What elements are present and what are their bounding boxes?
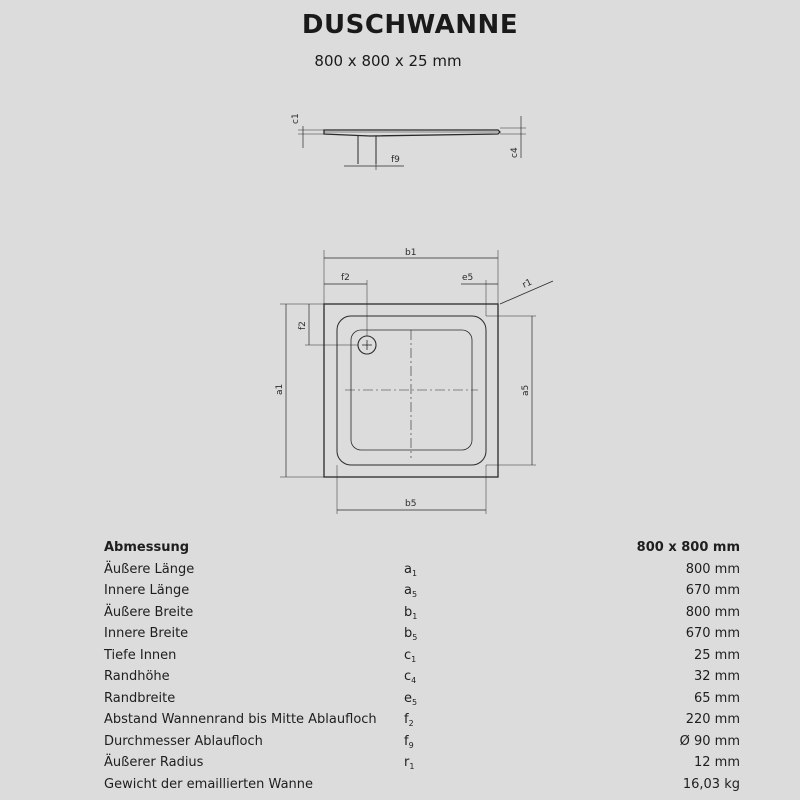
row-value: 32 mm (693, 669, 740, 684)
table-row (104, 645, 740, 667)
tray-inner-basin (337, 316, 486, 465)
tray-profile (324, 130, 500, 136)
e5-label: e5 (462, 273, 474, 283)
a1-label: a1 (275, 383, 285, 395)
table-header-row (104, 537, 740, 559)
side-view (298, 116, 526, 170)
row-symbol-letter: e (404, 690, 412, 706)
row-name: Äußere Breite (104, 604, 194, 620)
row-name: Innere Breite (104, 626, 189, 641)
top-view (280, 250, 553, 514)
row-name: Randhöhe (104, 669, 170, 684)
c4-label: c4 (510, 147, 520, 158)
row-value: 25 mm (693, 647, 740, 663)
row-name: Abstand Wannenrand bis Mitte Ablaufloch (104, 712, 377, 727)
table-row (104, 752, 740, 774)
dimensions-table (104, 537, 740, 795)
row-symbol-letter: f (404, 712, 409, 727)
row-name: Innere Länge (104, 583, 190, 598)
row-symbol-subscript: 4 (411, 676, 417, 685)
row-symbol-subscript: 5 (412, 697, 418, 707)
row-name: Äußerer Radius (104, 755, 204, 770)
table-row (104, 580, 740, 602)
row-symbol-subscript: 1 (411, 654, 417, 664)
b5-label: b5 (405, 499, 417, 509)
r1-label: r1 (521, 277, 534, 291)
row-symbol-letter: f (404, 733, 409, 749)
page-subtitle: 800 x 800 x 25 mm (314, 52, 462, 70)
row-name: Äußere Länge (104, 561, 195, 577)
row-value: 800 mm (685, 561, 740, 577)
table-row (104, 774, 740, 796)
f2-left-label: f2 (298, 321, 308, 330)
f9-label: f9 (391, 155, 400, 165)
row-name: Randbreite (104, 690, 176, 706)
row-name: Gewicht der emaillierten Wanne (104, 776, 314, 792)
row-value: 220 mm (685, 712, 740, 727)
header-value: 800 x 800 mm (636, 540, 740, 555)
row-name: Durchmesser Ablaufloch (104, 733, 263, 749)
table-row (104, 623, 740, 645)
row-symbol-letter: b (404, 626, 413, 641)
row-value: 12 mm (693, 755, 740, 770)
row-symbol-letter: b (404, 604, 413, 620)
row-symbol-subscript: 5 (411, 590, 418, 599)
table-row (104, 602, 740, 624)
table-row (104, 688, 740, 710)
a5-label: a5 (521, 384, 531, 396)
row-symbol-letter: a (404, 561, 412, 577)
table-row (104, 559, 740, 581)
table-row (104, 666, 740, 688)
table-row (104, 731, 740, 753)
row-symbol-subscript: 1 (411, 568, 418, 578)
row-value: 16,03 kg (682, 776, 740, 792)
row-value: 800 mm (685, 604, 740, 620)
b1-label: b1 (405, 248, 417, 258)
row-symbol-subscript: 2 (408, 719, 414, 728)
row-symbol-letter: c (404, 647, 412, 663)
table-row (104, 709, 740, 731)
row-symbol-subscript: 5 (412, 633, 418, 642)
page-title: DUSCHWANNE (301, 10, 519, 40)
row-symbol-subscript: 1 (409, 762, 415, 771)
row-symbol-subscript: 1 (412, 611, 418, 621)
row-value: 670 mm (685, 626, 740, 641)
row-symbol-letter: r (404, 755, 410, 770)
row-symbol-letter: a (404, 583, 412, 598)
row-value: 65 mm (693, 690, 740, 706)
row-name: Tiefe Innen (104, 647, 177, 663)
row-symbol-subscript: 9 (408, 740, 414, 750)
c1-label: c1 (291, 113, 301, 124)
header-name: Abmessung (104, 540, 190, 555)
f2-top-label: f2 (341, 273, 350, 283)
row-symbol-letter: c (404, 669, 412, 684)
row-value: 670 mm (685, 583, 740, 598)
row-value: Ø 90 mm (679, 733, 740, 749)
